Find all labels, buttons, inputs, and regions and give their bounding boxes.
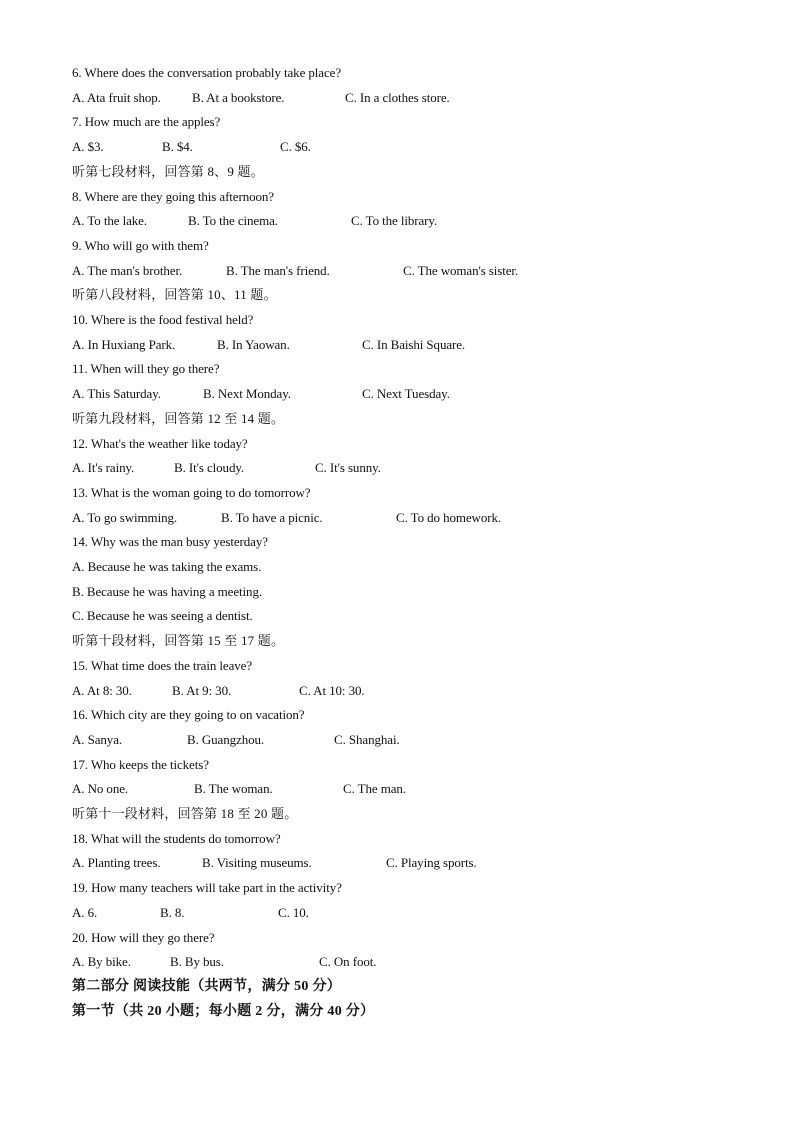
option-20-a: A. By bike. xyxy=(72,954,131,969)
option-18-b: B. Visiting museums. xyxy=(202,855,312,870)
option-8-c: C. To the library. xyxy=(351,213,438,228)
option-7-b: B. $4. xyxy=(162,139,193,154)
question-19: 19. How many teachers will take part in the activity? xyxy=(72,880,342,895)
option-12-a: A. It's rainy. xyxy=(72,460,135,475)
option-14-b: B. Because he was having a meeting. xyxy=(72,584,262,599)
option-6-b: B. At a bookstore. xyxy=(192,90,285,105)
options-11 xyxy=(72,384,572,404)
options-6 xyxy=(72,88,572,108)
option-8-b: B. To the cinema. xyxy=(188,213,278,228)
option-13-a: A. To go swimming. xyxy=(72,510,178,525)
option-11-a: A. This Saturday. xyxy=(72,386,161,401)
options-19 xyxy=(72,903,572,923)
option-18-a: A. Planting trees. xyxy=(72,855,161,870)
question-20: 20. How will they go there? xyxy=(72,930,215,945)
options-17 xyxy=(72,779,572,799)
part-2-heading: 第二部分 阅读技能（共两节，满分 50 分） xyxy=(72,979,342,994)
options-18 xyxy=(72,853,572,873)
section-8-instruction: 听第八段材料，回答第 10、11 题。 xyxy=(72,287,277,302)
section-7-instruction: 听第七段材料，回答第 8、9 题。 xyxy=(72,164,264,179)
options-16 xyxy=(72,730,572,750)
option-6-a: A. Ata fruit shop. xyxy=(72,90,161,105)
question-7: 7. How much are the apples? xyxy=(72,114,221,129)
option-10-a: A. In Huxiang Park. xyxy=(72,337,176,352)
options-10 xyxy=(72,335,572,355)
option-7-a: A. $3. xyxy=(72,139,104,154)
option-19-a: A. 6. xyxy=(72,905,98,920)
section-1-heading: 第一节（共 20 小题；每小题 2 分，满分 40 分） xyxy=(72,1004,375,1019)
section-11-instruction: 听第十一段材料，回答第 18 至 20 题。 xyxy=(72,806,298,821)
option-9-a: A. The man's brother. xyxy=(72,263,183,278)
option-16-a: A. Sanya. xyxy=(72,732,123,747)
question-6: 6. Where does the conversation probably take place? xyxy=(72,65,341,80)
question-16: 16. Which city are they going to on vacation? xyxy=(72,707,305,722)
question-10: 10. Where is the food festival held? xyxy=(72,312,254,327)
option-17-a: A. No one. xyxy=(72,781,129,796)
option-18-c: C. Playing sports. xyxy=(386,855,477,870)
question-8: 8. Where are they going this afternoon? xyxy=(72,189,274,204)
question-12: 12. What's the weather like today? xyxy=(72,436,248,451)
option-9-b: B. The man's friend. xyxy=(226,263,330,278)
question-14: 14. Why was the man busy yesterday? xyxy=(72,534,268,549)
options-20 xyxy=(72,952,572,972)
option-17-c: C. The man. xyxy=(343,781,406,796)
option-9-c: C. The woman's sister. xyxy=(403,263,519,278)
option-13-b: B. To have a picnic. xyxy=(221,510,323,525)
question-17: 17. Who keeps the tickets? xyxy=(72,757,209,772)
option-12-c: C. It's sunny. xyxy=(315,460,381,475)
option-12-b: B. It's cloudy. xyxy=(174,460,245,475)
option-10-c: C. In Baishi Square. xyxy=(362,337,466,352)
option-7-c: C. $6. xyxy=(280,139,311,154)
option-19-b: B. 8. xyxy=(160,905,185,920)
question-13: 13. What is the woman going to do tomorrow? xyxy=(72,485,311,500)
option-10-b: B. In Yaowan. xyxy=(217,337,290,352)
option-17-b: B. The woman. xyxy=(194,781,273,796)
option-14-a: A. Because he was taking the exams. xyxy=(72,559,262,574)
option-11-c: C. Next Tuesday. xyxy=(362,386,450,401)
section-10-instruction: 听第十段材料，回答第 15 至 17 题。 xyxy=(72,633,285,648)
options-9 xyxy=(72,261,572,281)
option-20-c: C. On foot. xyxy=(319,954,377,969)
question-11: 11. When will they go there? xyxy=(72,361,220,376)
option-11-b: B. Next Monday. xyxy=(203,386,291,401)
options-8 xyxy=(72,211,572,231)
question-15: 15. What time does the train leave? xyxy=(72,658,252,673)
option-19-c: C. 10. xyxy=(278,905,309,920)
options-15 xyxy=(72,681,572,701)
option-14-c: C. Because he was seeing a dentist. xyxy=(72,608,253,623)
option-15-c: C. At 10: 30. xyxy=(299,683,365,698)
option-15-b: B. At 9: 30. xyxy=(172,683,232,698)
option-16-c: C. Shanghai. xyxy=(334,732,400,747)
options-13 xyxy=(72,508,572,528)
option-13-c: C. To do homework. xyxy=(396,510,502,525)
question-9: 9. Who will go with them? xyxy=(72,238,209,253)
option-6-c: C. In a clothes store. xyxy=(345,90,450,105)
option-20-b: B. By bus. xyxy=(170,954,224,969)
option-15-a: A. At 8: 30. xyxy=(72,683,132,698)
option-16-b: B. Guangzhou. xyxy=(187,732,265,747)
section-9-instruction: 听第九段材料，回答第 12 至 14 题。 xyxy=(72,411,285,426)
options-12 xyxy=(72,458,572,478)
option-8-a: A. To the lake. xyxy=(72,213,147,228)
options-7 xyxy=(72,137,572,157)
question-18: 18. What will the students do tomorrow? xyxy=(72,831,281,846)
